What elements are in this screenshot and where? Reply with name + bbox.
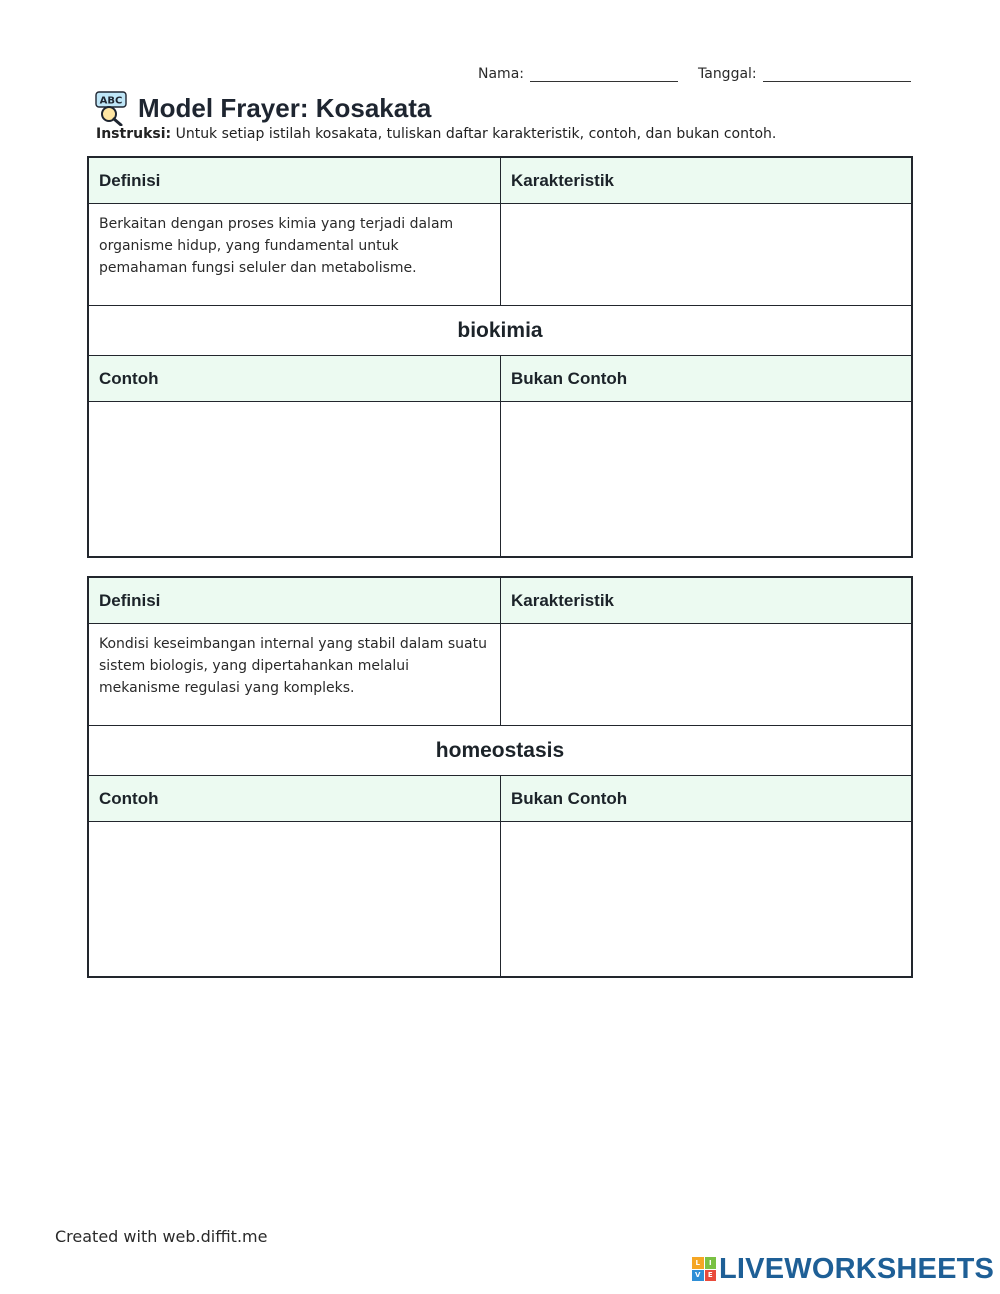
examples-box[interactable] bbox=[89, 822, 500, 978]
definition-header: Definisi bbox=[99, 590, 161, 610]
term-row bbox=[89, 726, 911, 776]
characteristics-box[interactable] bbox=[500, 624, 911, 725]
frayer-examples-header-row bbox=[89, 356, 911, 402]
examples-header: Contoh bbox=[99, 788, 159, 808]
definition-header: Definisi bbox=[99, 170, 161, 190]
non-examples-header: Bukan Contoh bbox=[500, 776, 911, 821]
examples-header: Contoh bbox=[99, 368, 159, 388]
brand-text: LIVEWORKSHEETS bbox=[719, 1252, 995, 1285]
page-title: Model Frayer: Kosakata bbox=[138, 92, 432, 123]
date-label: Tanggal: bbox=[698, 66, 757, 82]
definition-text: Kondisi keseimbangan internal yang stabil dalam suatu sistem biologis, yang dipertahankan melalui mekanisme regulasi yang kompleks. bbox=[99, 636, 487, 696]
instructions bbox=[96, 126, 776, 142]
characteristics-header: Karakteristik bbox=[500, 578, 911, 623]
vocabulary-term: homeostasis bbox=[435, 738, 565, 762]
name-label: Nama: bbox=[478, 66, 524, 82]
date-field bbox=[698, 66, 911, 82]
characteristics-box[interactable] bbox=[500, 204, 911, 305]
name-field bbox=[478, 66, 678, 82]
frayer-model-2 bbox=[87, 576, 913, 978]
vocabulary-term: biokimia bbox=[457, 318, 543, 342]
brand-block: E bbox=[705, 1270, 717, 1282]
meta-row bbox=[478, 66, 918, 86]
non-examples-header: Bukan Contoh bbox=[500, 356, 911, 401]
frayer-model-1 bbox=[87, 156, 913, 558]
frayer-definition-row bbox=[89, 204, 911, 306]
definition-text: Berkaitan dengan proses kimia yang terjadi dalam organisme hidup, yang fundamental untuk pemahaman fungsi seluler dan metabolisme. bbox=[99, 216, 454, 276]
frayer-examples-header-row bbox=[89, 776, 911, 822]
characteristics-header: Karakteristik bbox=[500, 158, 911, 203]
frayer-examples-row bbox=[89, 822, 911, 978]
title-row bbox=[94, 88, 431, 128]
non-examples-box[interactable] bbox=[500, 402, 911, 558]
abc-magnifier-icon bbox=[94, 90, 130, 126]
brand-blocks-icon bbox=[692, 1257, 716, 1281]
frayer-examples-row bbox=[89, 402, 911, 558]
frayer-definition-row bbox=[89, 624, 911, 726]
name-input-line[interactable] bbox=[530, 67, 678, 82]
brand-block: L bbox=[692, 1257, 704, 1269]
footer-credit: Created with web.diffit.me bbox=[55, 1227, 268, 1246]
term-row bbox=[89, 306, 911, 356]
liveworksheets-logo[interactable] bbox=[692, 1252, 994, 1286]
frayer-header-row bbox=[89, 158, 911, 204]
date-input-line[interactable] bbox=[763, 67, 911, 82]
instructions-label: Instruksi: bbox=[96, 126, 172, 142]
frayer-header-row bbox=[89, 578, 911, 624]
brand-block: V bbox=[692, 1270, 704, 1282]
svg-text:ABC: ABC bbox=[99, 95, 123, 107]
non-examples-box[interactable] bbox=[500, 822, 911, 978]
instructions-text: Untuk setiap istilah kosakata, tuliskan daftar karakteristik, contoh, dan bukan contoh. bbox=[175, 126, 777, 142]
examples-box[interactable] bbox=[89, 402, 500, 558]
brand-block: I bbox=[705, 1257, 717, 1269]
